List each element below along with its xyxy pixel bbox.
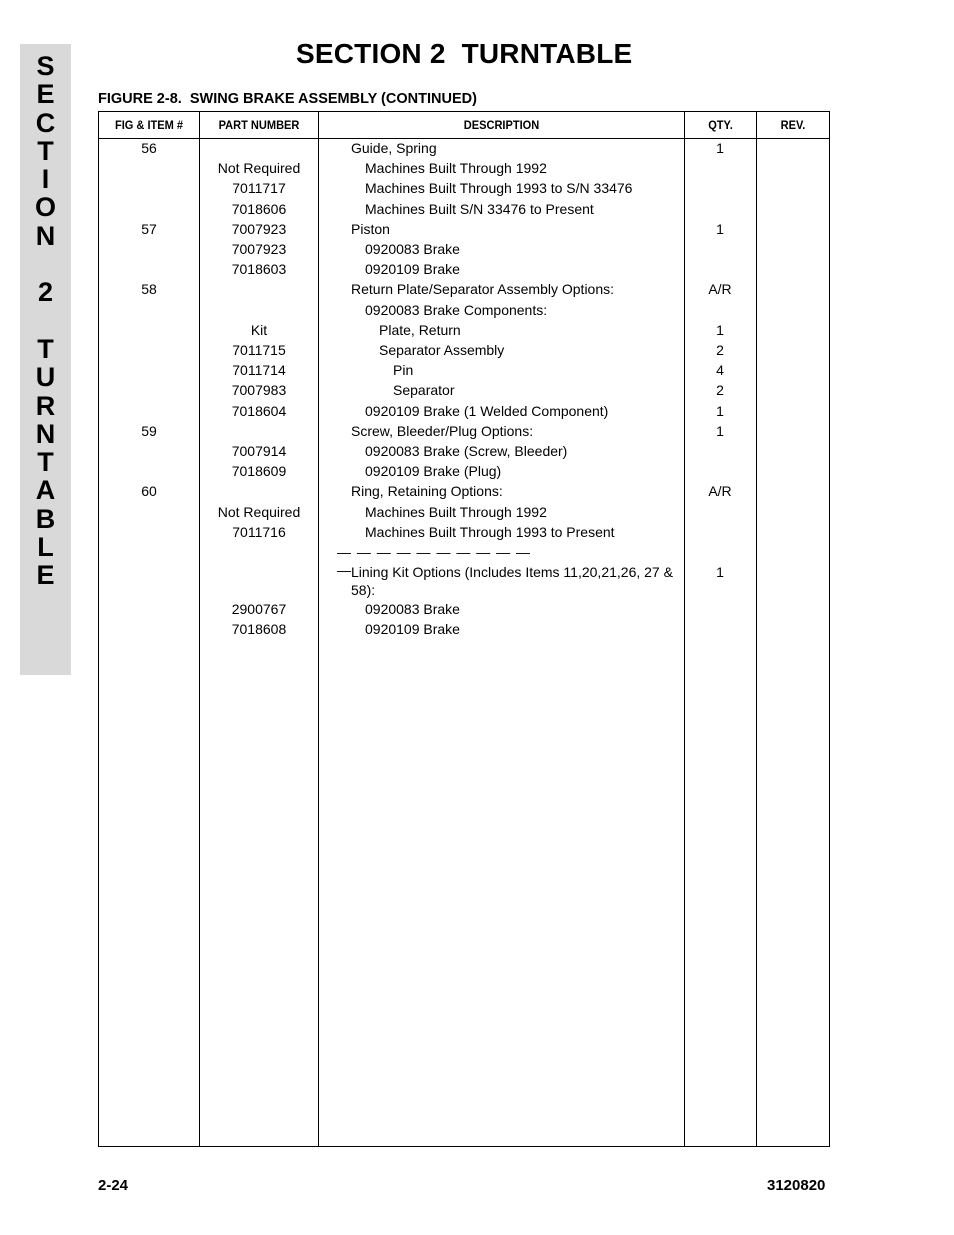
qty-cell: A/R bbox=[708, 281, 732, 298]
side-tab-letter: T bbox=[37, 447, 54, 478]
side-tab-letter: N bbox=[35, 418, 56, 449]
description-cell: Separator Assembly bbox=[379, 342, 505, 358]
description-cell: Return Plate/Separator Assembly Options: bbox=[351, 281, 615, 298]
part-number-cell: 7007914 bbox=[231, 443, 287, 459]
table-row bbox=[99, 563, 829, 601]
part-number-cell: 7011715 bbox=[232, 342, 286, 358]
qty-cell: 4 bbox=[716, 362, 724, 379]
part-number-cell: Not Required bbox=[217, 503, 301, 520]
side-tab-letter: A bbox=[35, 475, 56, 506]
side-tab-letter: O bbox=[34, 192, 56, 223]
description-cell: Machines Built Through 1993 to Present bbox=[365, 523, 615, 540]
description-cell: 0920109 Brake bbox=[365, 261, 460, 278]
side-tab-letter: 2 bbox=[37, 277, 54, 308]
description-cell: 0920083 Brake bbox=[365, 601, 460, 618]
document-number: 3120820 bbox=[767, 1177, 826, 1194]
side-tab-letter: I bbox=[41, 164, 50, 195]
part-number-cell: 7018609 bbox=[231, 463, 287, 480]
item-number-cell: 60 bbox=[141, 483, 157, 500]
table-row bbox=[99, 361, 829, 381]
table-row bbox=[99, 543, 829, 578]
description-cell: Lining Kit Options (Includes Items 11,20,21,26, 27 & 58): bbox=[351, 564, 673, 599]
description-cell: Machines Built Through 1993 to S/N 33476 bbox=[365, 180, 633, 197]
part-number-cell: Not Required bbox=[217, 160, 301, 177]
description-cell: 0920109 Brake (1 Welded Component) bbox=[365, 402, 609, 419]
side-tab-letter: B bbox=[35, 503, 56, 534]
part-number-cell: 7007983 bbox=[231, 382, 287, 399]
part-number-cell: 7011716 bbox=[232, 523, 286, 540]
qty-cell: 1 bbox=[716, 220, 724, 237]
table-row bbox=[99, 200, 829, 220]
description-cell: 0920083 Brake (Screw, Bleeder) bbox=[365, 443, 568, 459]
side-tab-letter: R bbox=[35, 390, 56, 421]
description-cell: Plate, Return bbox=[379, 321, 461, 338]
table-row bbox=[99, 462, 829, 482]
table-row bbox=[99, 600, 829, 620]
item-number-cell: 56 bbox=[141, 140, 157, 156]
table-row bbox=[99, 523, 829, 543]
side-tab-letter: L bbox=[37, 532, 54, 563]
table-row bbox=[99, 301, 829, 321]
qty-cell: 1 bbox=[716, 140, 724, 156]
part-number-cell: 7018606 bbox=[231, 200, 287, 217]
qty-cell: 1 bbox=[716, 564, 724, 581]
item-number-cell: 59 bbox=[141, 422, 157, 439]
table-row bbox=[99, 503, 829, 523]
table-row bbox=[99, 220, 829, 240]
side-tab-letter: T bbox=[37, 135, 54, 166]
side-tab-letter: E bbox=[36, 560, 55, 591]
qty-cell: 1 bbox=[716, 402, 724, 419]
side-tab-letters bbox=[20, 52, 71, 590]
separator-dashes: — — — — — — — — — — — bbox=[337, 544, 532, 578]
table-row bbox=[99, 402, 829, 422]
part-number-cell: 2900767 bbox=[231, 601, 287, 618]
side-tab-letter: N bbox=[35, 220, 56, 251]
description-cell: Separator bbox=[393, 382, 455, 399]
table-row bbox=[99, 341, 829, 361]
side-tab-letter: C bbox=[35, 107, 56, 138]
description-cell: Ring, Retaining Options: bbox=[351, 483, 503, 500]
page-title: SECTION 2 TURNTABLE bbox=[296, 38, 633, 69]
column-header-rev: REV. bbox=[780, 118, 806, 132]
side-tab-letter: E bbox=[36, 79, 55, 110]
description-cell: Machines Built Through 1992 bbox=[365, 503, 547, 520]
side-tab-letter bbox=[20, 307, 71, 335]
table-row bbox=[99, 620, 829, 640]
part-number-cell: 7018603 bbox=[231, 261, 287, 278]
description-cell: Machines Built Through 1992 bbox=[365, 160, 547, 177]
description-cell: Pin bbox=[393, 362, 414, 379]
column-header-item: FIG & ITEM # bbox=[114, 118, 184, 132]
table-row bbox=[99, 280, 829, 300]
qty-cell: 1 bbox=[716, 422, 724, 439]
table-row bbox=[99, 321, 829, 341]
description-cell: Guide, Spring bbox=[351, 140, 437, 156]
part-number-cell: 7018604 bbox=[231, 402, 287, 419]
figure-caption: FIGURE 2-8. SWING BRAKE ASSEMBLY (CONTINUED) bbox=[98, 91, 477, 107]
part-number-cell: 7011717 bbox=[232, 180, 286, 197]
column-header-part-number: PART NUMBER bbox=[218, 118, 300, 132]
description-cell: Machines Built S/N 33476 to Present bbox=[365, 200, 594, 217]
table-row bbox=[99, 381, 829, 401]
description-cell: 0920109 Brake (Plug) bbox=[365, 463, 502, 480]
table-header-row bbox=[99, 112, 829, 139]
column-header-description: DESCRIPTION bbox=[463, 118, 540, 132]
description-cell: Piston bbox=[351, 220, 390, 237]
part-number-cell: 7018608 bbox=[231, 621, 287, 638]
side-tab-letter: T bbox=[37, 333, 54, 364]
qty-cell: 2 bbox=[716, 382, 724, 399]
column-header-qty: QTY. bbox=[708, 118, 733, 132]
description-cell: Screw, Bleeder/Plug Options: bbox=[351, 422, 534, 439]
table-row bbox=[99, 482, 829, 502]
description-cell: 0920083 Brake Components: bbox=[365, 301, 548, 318]
item-number-cell: 58 bbox=[141, 281, 157, 298]
table-row bbox=[99, 159, 829, 179]
side-tab-letter: U bbox=[35, 362, 56, 393]
table-row bbox=[99, 442, 829, 462]
qty-cell: A/R bbox=[708, 483, 732, 500]
table-row bbox=[99, 240, 829, 260]
qty-cell: 1 bbox=[716, 321, 724, 338]
qty-cell: 2 bbox=[716, 342, 724, 358]
part-number-cell: Kit bbox=[250, 321, 268, 338]
section-side-tab bbox=[20, 44, 71, 675]
side-tab-letter: S bbox=[36, 51, 55, 81]
item-number-cell: 57 bbox=[141, 220, 157, 237]
description-cell: 0920083 Brake bbox=[365, 241, 460, 257]
parts-table bbox=[98, 111, 830, 1147]
table-row bbox=[99, 139, 829, 159]
table-row bbox=[99, 260, 829, 280]
part-number-cell: 7007923 bbox=[231, 220, 287, 237]
part-number-cell: 7011714 bbox=[232, 362, 286, 379]
side-tab-letter bbox=[20, 250, 71, 278]
description-cell: 0920109 Brake bbox=[365, 621, 460, 638]
table-row bbox=[99, 422, 829, 442]
table-row bbox=[99, 179, 829, 199]
page-number: 2-24 bbox=[98, 1177, 129, 1194]
part-number-cell: 7007923 bbox=[231, 241, 287, 257]
